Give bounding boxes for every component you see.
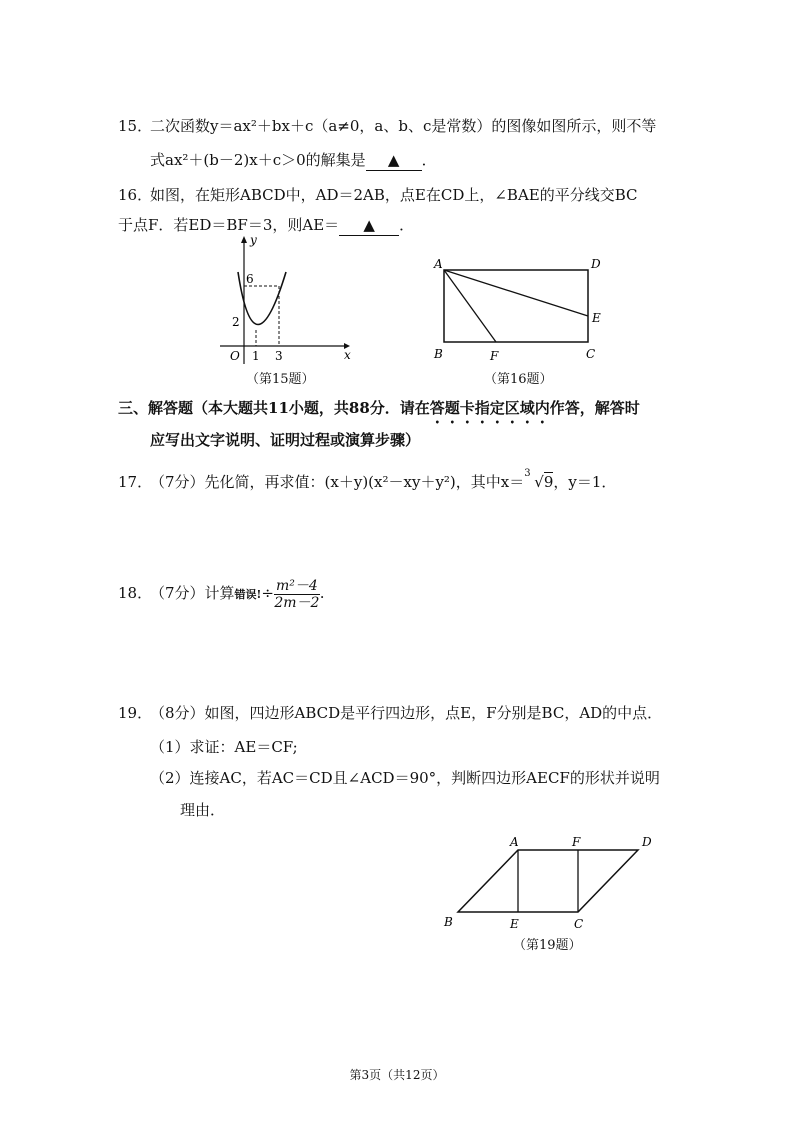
q15-text-line2 bbox=[150, 150, 437, 171]
q16-label-C: C bbox=[586, 347, 596, 361]
q18-number: 18． bbox=[118, 584, 153, 602]
section3-title-post: 作答，解答时 bbox=[549, 399, 640, 417]
graph-y-label: y bbox=[250, 233, 257, 247]
q15-number: 15． bbox=[118, 117, 153, 135]
q17-text-pre: （7分）先化简，再求值：(x＋y)(x²－xy＋y²)，其中x＝ bbox=[150, 473, 525, 491]
q17-text bbox=[150, 468, 617, 492]
graph-tick-x1: 1 bbox=[252, 349, 260, 363]
q19-part2-continued: 理由． bbox=[180, 801, 226, 819]
q15-line2-pre: 式ax²＋(b－2)x＋c＞0的解集是 bbox=[150, 151, 366, 169]
q17-radicand: 9 bbox=[543, 473, 554, 491]
q19-parallelogram-figure bbox=[438, 832, 668, 932]
q19-number: 19． bbox=[118, 704, 153, 722]
section3-title-pre: 三、解答题（本大题共11小题，共88分．请在 bbox=[118, 399, 430, 417]
q15-caption: （第15题） bbox=[246, 372, 315, 387]
q19-part1: （1）求证：AE＝CF; bbox=[150, 738, 298, 756]
graph-tick-y6: 6 bbox=[246, 272, 254, 286]
q16-text-line1: 如图，在矩形ABCD中，AD＝2AB，点E在CD上，∠BAE的平分线交BC bbox=[150, 186, 638, 204]
graph-x-label: x bbox=[344, 348, 351, 362]
radical-sign-icon: √ bbox=[534, 473, 544, 491]
graph-tick-y2: 2 bbox=[232, 315, 240, 329]
q16-label-E: E bbox=[592, 311, 601, 325]
q15-answer-blank: ▲ bbox=[366, 150, 422, 171]
q18-numerator: m²－4 bbox=[275, 577, 318, 594]
q19-label-C: C bbox=[574, 917, 584, 931]
q16-number: 16． bbox=[118, 186, 153, 204]
q15-parabola-figure bbox=[220, 232, 370, 367]
q18-text-pre: （7分）计算 bbox=[150, 584, 235, 602]
section3-heading-line1 bbox=[118, 398, 640, 427]
q16-label-B: B bbox=[434, 347, 443, 361]
page-footer: 第3页（共12页） bbox=[349, 1068, 445, 1082]
q18-text-post: . bbox=[319, 584, 325, 602]
q16-label-D: D bbox=[591, 257, 601, 271]
q19-caption: （第19题） bbox=[513, 938, 582, 953]
q16-caption: （第16题） bbox=[484, 372, 553, 387]
q18-fraction bbox=[274, 578, 320, 611]
q18-text bbox=[150, 569, 325, 619]
q16-label-A: A bbox=[434, 257, 443, 271]
q19-part2: （2）连接AC，若AC＝CD且∠ACD＝90°，判断四边形AECF的形状并说明 bbox=[150, 769, 660, 787]
q16-line2-post: ． bbox=[399, 216, 415, 234]
q19-label-D: D bbox=[642, 835, 652, 849]
q19-label-B: B bbox=[444, 915, 453, 929]
q15-line2-post: ． bbox=[421, 151, 437, 169]
q19-label-F: F bbox=[572, 835, 581, 849]
q18-error-text: 错误! bbox=[234, 588, 262, 601]
q15-text-line1: 二次函数y＝ax²＋bx＋c（a≠0，a、b、c是常数）的图像如图所示，则不等 bbox=[150, 117, 657, 135]
q17-root-index: 3 bbox=[524, 468, 531, 479]
q16-rectangle-figure bbox=[428, 254, 608, 369]
q19-label-E: E bbox=[510, 917, 519, 931]
q16-label-F: F bbox=[490, 349, 499, 363]
section3-title-emphasis: 答题卡指定区域内 bbox=[429, 399, 550, 417]
q18-divide-sign: ÷ bbox=[261, 584, 274, 602]
graph-origin-label: O bbox=[230, 349, 240, 363]
q19-text-line1: （8分）如图，四边形ABCD是平行四边形，点E，F分别是BC，AD的中点． bbox=[150, 704, 663, 722]
q17-number: 17． bbox=[118, 473, 153, 491]
q16-answer-blank: ▲ bbox=[339, 215, 399, 236]
q17-text-post: ，y＝1． bbox=[553, 473, 617, 491]
q18-denominator: 2m－2 bbox=[274, 594, 320, 611]
graph-tick-x3: 3 bbox=[275, 349, 283, 363]
q16-line2-pre: 于点F．若ED＝BF＝3，则AE＝ bbox=[118, 216, 340, 234]
q17-cube-root bbox=[524, 468, 554, 492]
section3-heading-line2: 应写出文字说明、证明过程或演算步骤） bbox=[150, 431, 421, 449]
q19-label-A: A bbox=[510, 835, 519, 849]
